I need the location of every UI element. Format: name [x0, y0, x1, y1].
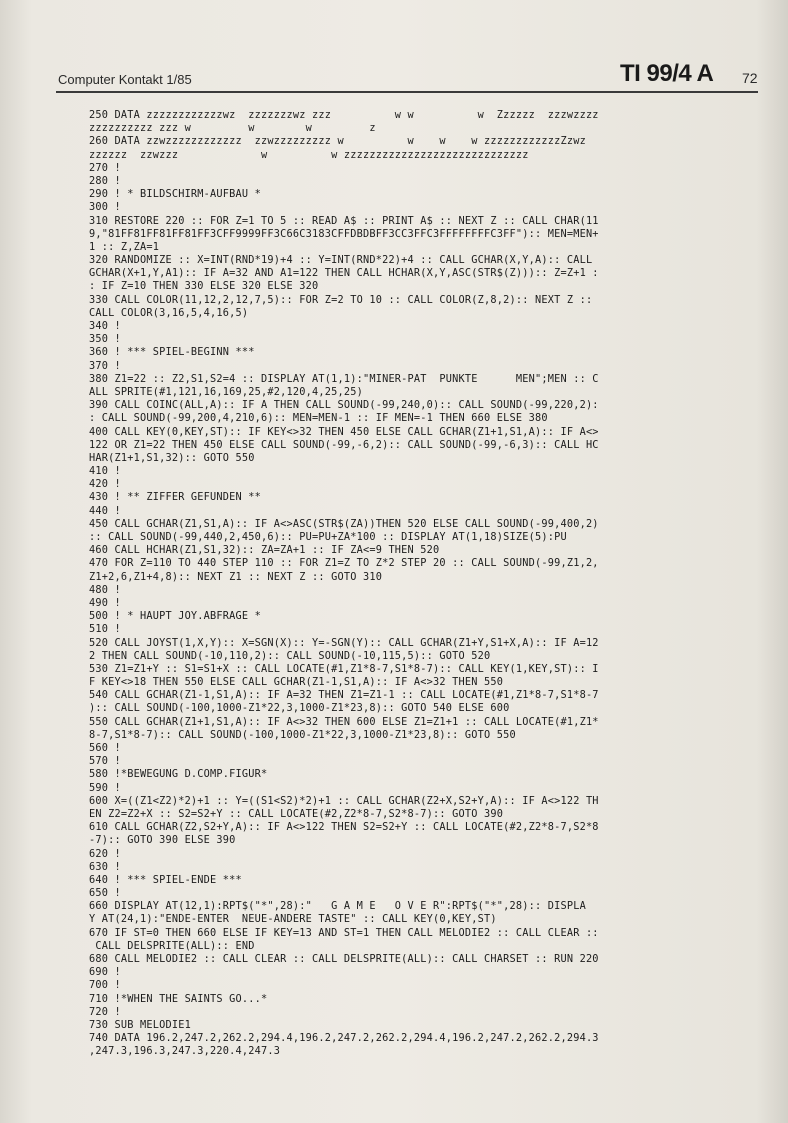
listing-line: 330 CALL COLOR(11,12,2,12,7,5):: FOR Z=2 TO 10 :: CALL COLOR(Z,8,2):: NEXT Z ::	[89, 293, 593, 306]
listing-line: 610 CALL GCHAR(Z2,S2+Y,A):: IF A<>122 THEN S2=S2+Y :: CALL LOCATE(#2,Z2*8-7,S2*8	[89, 821, 599, 834]
listing-line: 360 ! *** SPIEL-BEGINN ***	[89, 346, 255, 359]
listing-line: 720 !	[89, 1005, 121, 1018]
listing-line: 250 DATA zzzzzzzzzzzzwz zzzzzzzwz zzz w w w Zzzzzz zzzwzzzz	[89, 109, 599, 121]
listing-line: 290 ! * BILDSCHIRM-AUFBAU *	[89, 188, 262, 201]
page-header	[58, 58, 758, 88]
listing-line: 570 !	[89, 755, 121, 768]
listing-line: CALL COLOR(3,16,5,4,16,5)	[89, 306, 249, 319]
listing-line: 690 !	[89, 966, 121, 979]
listing-line: 510 !	[89, 623, 121, 636]
listing-line: 500 ! * HAUPT JOY.ABFRAGE *	[89, 610, 262, 623]
listing-line: 580 !*BEWEGUNG D.COMP.FIGUR*	[89, 768, 268, 781]
system-title: TI 99/4 A	[620, 60, 714, 87]
listing-line: 540 CALL GCHAR(Z1-1,S1,A):: IF A=32 THEN Z1=Z1-1 :: CALL LOCATE(#1,Z1*8-7,S1*8-7	[89, 689, 599, 702]
listing-line: 1 :: Z,ZA=1	[89, 240, 160, 253]
listing-line: ,247.3,196.3,247.3,220.4,247.3	[89, 1045, 281, 1058]
listing-line: 300 !	[89, 201, 121, 214]
listing-line: 710 !*WHEN THE SAINTS GO...*	[89, 992, 268, 1005]
listing-line: 480 !	[89, 583, 121, 596]
page-number: 72	[742, 70, 758, 86]
listing-line: 280 !	[89, 174, 121, 187]
listing-line: 530 Z1=Z1+Y :: S1=S1+X :: CALL LOCATE(#1,Z1*8-7,S1*8-7):: CALL KEY(1,KEY,ST):: I	[89, 662, 599, 675]
listing-line: 370 !	[89, 359, 121, 372]
listing-line: EN Z2=Z2+X :: S2=S2+Y :: CALL LOCATE(#2,Z2*8-7,S2*8-7):: GOTO 390	[89, 807, 504, 820]
listing-line: 320 RANDOMIZE :: X=INT(RND*19)+4 :: Y=INT(RND*22)+4 :: CALL GCHAR(X,Y,A):: CALL	[89, 254, 593, 267]
listing-line: 2 THEN CALL SOUND(-10,110,2):: CALL SOUND(-10,115,5):: GOTO 520	[89, 649, 491, 662]
listing-line: zzzzzz zzwzzz w w zzzzzzzzzzzzzzzzzzzzzzzzzzzzz	[89, 148, 529, 161]
listing-line: 460 CALL HCHAR(Z1,S1,32):: ZA=ZA+1 :: IF ZA<=9 THEN 520	[89, 544, 440, 557]
listing-line: :: CALL SOUND(-99,440,2,450,6):: PU=PU+ZA*100 :: DISPLAY AT(1,18)SIZE(5):PU	[89, 531, 567, 543]
listing-line: 630 !	[89, 860, 121, 873]
listing-line: Y AT(24,1):"ENDE-ENTER NEUE-ANDERE TASTE" :: CALL KEY(0,KEY,ST)	[89, 913, 497, 926]
listing-line: ALL SPRITE(#1,121,16,169,25,#2,120,4,25,25)	[89, 385, 363, 398]
listing-line: zzzzzzzzzz zzz w w w z	[89, 122, 376, 135]
listing-line: 620 !	[89, 847, 121, 860]
listing-line: 340 !	[89, 320, 121, 332]
listing-line: 380 Z1=22 :: Z2,S1,S2=4 :: DISPLAY AT(1,1):"MINER-PAT PUNKTE MEN";MEN :: C	[89, 372, 599, 385]
listing-line: F KEY<>18 THEN 550 ELSE CALL GCHAR(Z1-1,S1,A):: IF A<>32 THEN 550	[89, 676, 504, 689]
listing-line: 400 CALL KEY(0,KEY,ST):: IF KEY<>32 THEN 450 ELSE CALL GCHAR(Z1+1,S1,A):: IF A<>	[89, 425, 599, 438]
listing-line: ):: CALL SOUND(-100,1000-Z1*22,3,1000-Z1*23,8):: GOTO 540 ELSE 600	[89, 702, 510, 715]
listing-line: CALL DELSPRITE(ALL):: END	[89, 939, 255, 952]
listing-line: 490 !	[89, 596, 121, 609]
listing-line: HAR(Z1+1,S1,32):: GOTO 550	[89, 451, 255, 464]
listing-line: 660 DISPLAY AT(12,1):RPT$("*",28):" G A M E O V E R":RPT$("*",28):: DISPLA	[89, 900, 586, 913]
listing-line: : CALL SOUND(-99,200,4,210,6):: MEN=MEN-1 :: IF MEN=-1 THEN 660 ELSE 380	[89, 412, 548, 425]
listing-line: 740 DATA 196.2,247.2,262.2,294.4,196.2,247.2,262.2,294.4,196.2,247.2,262.2,294.3	[89, 1032, 599, 1045]
basic-listing	[89, 109, 749, 1059]
listing-line: 520 CALL JOYST(1,X,Y):: X=SGN(X):: Y=-SGN(Y):: CALL GCHAR(Z1+Y,S1+X,A):: IF A=12	[89, 636, 599, 649]
listing-line: 122 OR Z1=22 THEN 450 ELSE CALL SOUND(-99,-6,2):: CALL SOUND(-99,-6,3):: CALL HC	[89, 438, 599, 451]
listing-line: 730 SUB MELODIE1	[89, 1018, 191, 1031]
listing-line: 550 CALL GCHAR(Z1+1,S1,A):: IF A<>32 THEN 600 ELSE Z1=Z1+1 :: CALL LOCATE(#1,Z1*	[89, 715, 599, 728]
listing-line: 270 !	[89, 161, 121, 174]
listing-line: : IF Z=10 THEN 330 ELSE 320 ELSE 320	[89, 280, 319, 293]
listing-line: 390 CALL COINC(ALL,A):: IF A THEN CALL SOUND(-99,240,0):: CALL SOUND(-99,220,2):	[89, 399, 599, 412]
listing-line: Z1+2,6,Z1+4,8):: NEXT Z1 :: NEXT Z :: GOTO 310	[89, 570, 383, 583]
listing-line: 560 !	[89, 742, 121, 754]
listing-line: 410 !	[89, 465, 121, 478]
listing-line: 600 X=((Z1<Z2)*2)+1 :: Y=((S1<S2)*2)+1 :: CALL GCHAR(Z2+X,S2+Y,A):: IF A<>122 TH	[89, 794, 599, 807]
listing-line: -7):: GOTO 390 ELSE 390	[89, 834, 236, 847]
listing-line: 650 !	[89, 887, 121, 900]
listing-line: 260 DATA zzwzzzzzzzzzzzz zzwzzzzzzzzz w w w w zzzzzzzzzzzzZzwz	[89, 135, 586, 148]
listing-line: 470 FOR Z=110 TO 440 STEP 110 :: FOR Z1=Z TO Z*2 STEP 20 :: CALL SOUND(-99,Z1,2,	[89, 557, 599, 570]
listing-line: 440 !	[89, 504, 121, 517]
listing-line: 350 !	[89, 333, 121, 346]
listing-line: GCHAR(X+1,Y,A1):: IF A=32 AND A1=122 THEN CALL HCHAR(X,Y,ASC(STR$(Z))):: Z=Z+1 :	[89, 267, 599, 280]
listing-line: 430 ! ** ZIFFER GEFUNDEN **	[89, 491, 262, 504]
listing-line: 450 CALL GCHAR(Z1,S1,A):: IF A<>ASC(STR$(ZA))THEN 520 ELSE CALL SOUND(-99,400,2)	[89, 517, 599, 530]
listing-line: 700 !	[89, 979, 121, 992]
listing-line: 680 CALL MELODIE2 :: CALL CLEAR :: CALL DELSPRITE(ALL):: CALL CHARSET :: RUN 220	[89, 953, 599, 965]
listing-line: 420 !	[89, 478, 121, 491]
magazine-title: Computer Kontakt 1/85	[58, 72, 192, 87]
header-rule	[56, 91, 758, 93]
listing-line: 670 IF ST=0 THEN 660 ELSE IF KEY=13 AND ST=1 THEN CALL MELODIE2 :: CALL CLEAR ::	[89, 926, 599, 939]
listing-line: 640 ! *** SPIEL-ENDE ***	[89, 873, 242, 886]
listing-line: 310 RESTORE 220 :: FOR Z=1 TO 5 :: READ A$ :: PRINT A$ :: NEXT Z :: CALL CHAR(11	[89, 214, 599, 227]
listing-line: 590 !	[89, 781, 121, 794]
listing-line: 9,"81FF81FF81FF81FF3CFF9999FF3C66C3183CFFDBDBFF3CC3FFC3FFFFFFFFC3FF"):: MEN=MEN+	[89, 227, 599, 240]
listing-line: 8-7,S1*8-7):: CALL SOUND(-100,1000-Z1*22,3,1000-Z1*23,8):: GOTO 550	[89, 728, 516, 741]
